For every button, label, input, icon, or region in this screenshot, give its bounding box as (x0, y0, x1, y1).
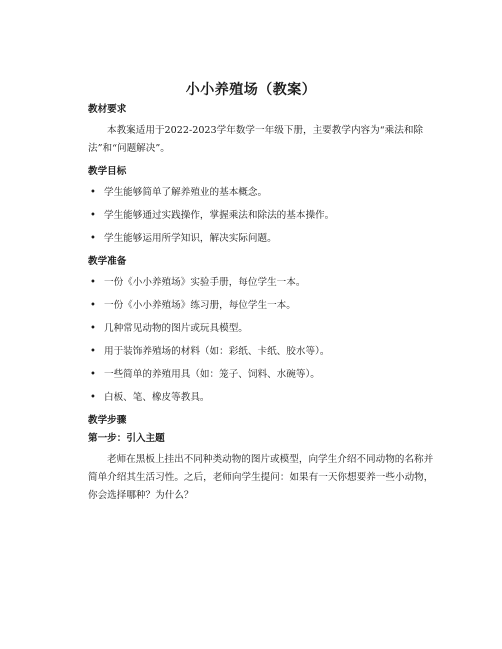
list-item (88, 389, 440, 407)
bullet-icon: • (90, 323, 96, 334)
list-item (88, 184, 440, 202)
list-item-text: 学生能够通过实践操作，掌握乘法和除法的基本操作。 (104, 210, 335, 221)
section-objectives (88, 163, 440, 248)
step1-paragraph: 老师在黑板上挂出不同种类动物的图片或模型，向学生介绍不同动物的名称并简单介绍其生活习性。之后，老师向学生提问：如果有一天你想要养一些小动物，你会选择哪种？为什么？ (88, 454, 434, 501)
list-item-text: 用于装饰养殖场的材料（如：彩纸、卡纸、胶水等）。 (104, 346, 330, 357)
section-preparation (88, 253, 440, 407)
subsection-heading-step1: 第一步：引入主题 (88, 433, 165, 444)
section-heading-preparation: 教学准备 (88, 256, 127, 267)
page-title: 小小养殖场（教案） (185, 82, 317, 98)
list-item (88, 320, 440, 338)
preparation-list (88, 274, 440, 407)
section-heading-steps: 教学步骤 (88, 415, 127, 426)
bullet-icon: • (90, 210, 96, 221)
section-requirements (88, 101, 440, 158)
list-item (88, 297, 440, 315)
list-item (88, 343, 440, 361)
section-heading-requirements: 教材要求 (88, 104, 127, 115)
bullet-icon: • (90, 300, 96, 311)
bullet-icon: • (90, 277, 96, 288)
list-item (88, 230, 440, 248)
list-item-text: 学生能够简单了解养殖业的基本概念。 (104, 187, 268, 198)
bullet-icon: • (90, 369, 96, 380)
bullet-icon: • (90, 346, 96, 357)
bullet-icon: • (90, 187, 96, 198)
list-item (88, 366, 440, 384)
list-item-text: 一些简单的养殖用具（如：笼子、饲料、水碗等）。 (104, 369, 320, 380)
bullet-icon: • (90, 392, 96, 403)
section-steps (88, 412, 440, 505)
list-item (88, 207, 440, 225)
list-item-text: 一份《小小养殖场》练习册，每位学生一本。 (104, 300, 296, 311)
objectives-list (88, 184, 440, 248)
list-item-text: 学生能够运用所学知识，解决实际问题。 (104, 233, 277, 244)
requirements-paragraph: 本教案适用于2022-2023学年数学一年级下册，主要教学内容为“乘法和除法”和“问题解决”。 (88, 125, 424, 154)
list-item-text: 一份《小小养殖场》实验手册，每位学生一本。 (104, 277, 306, 288)
list-item-text: 几种常见动物的图片或玩具模型。 (104, 323, 248, 334)
document-body (88, 101, 440, 510)
list-item-text: 白板、笔、橡皮等教具。 (104, 392, 210, 403)
bullet-icon: • (90, 233, 96, 244)
list-item (88, 274, 440, 292)
section-heading-objectives: 教学目标 (88, 166, 127, 177)
